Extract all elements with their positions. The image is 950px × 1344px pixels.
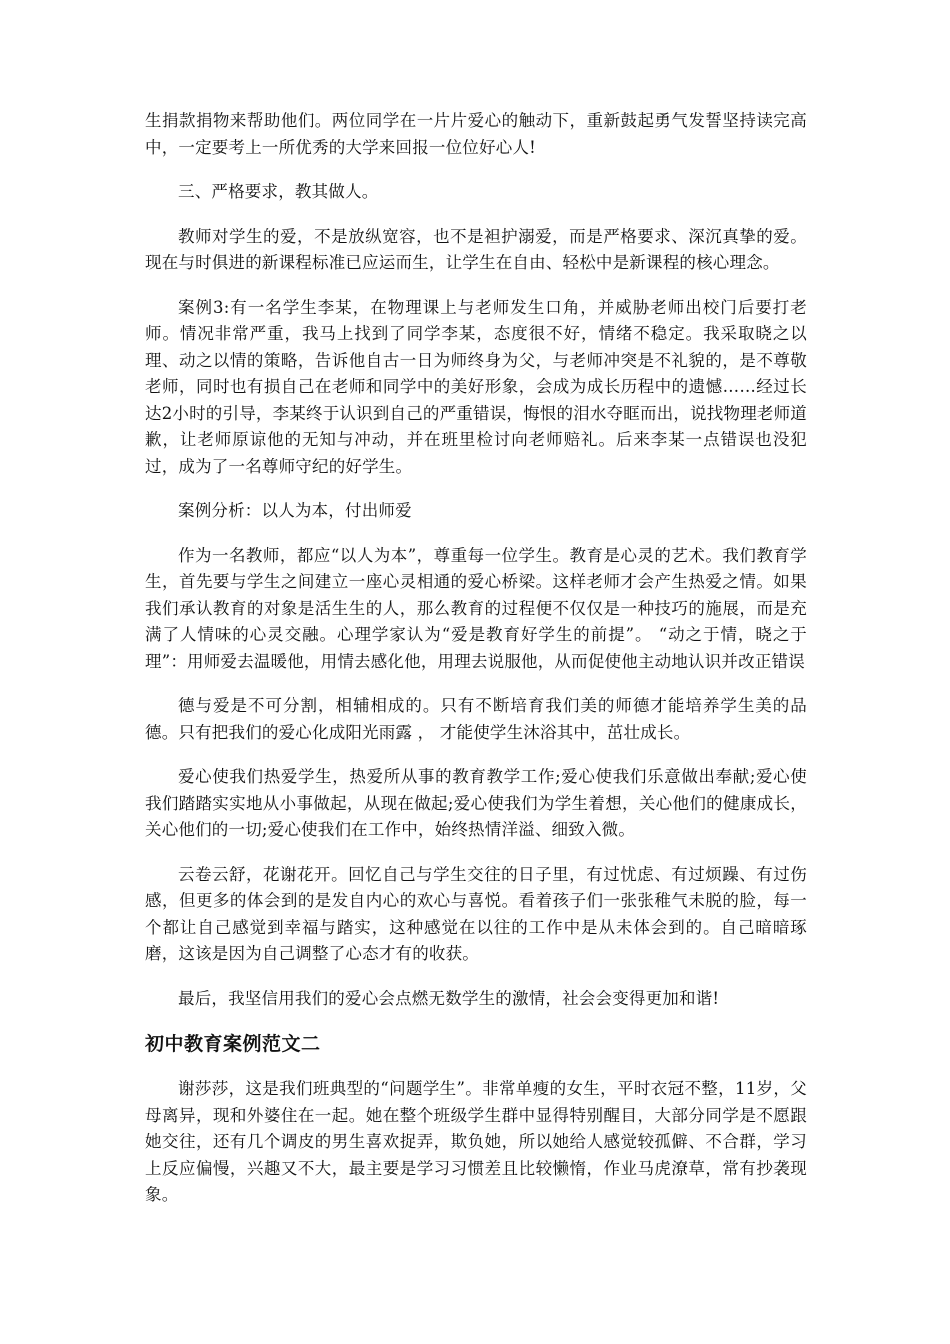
paragraph: 德与爱是不可分割，相辅相成的。只有不断培育我们美的师德才能培养学生美的品德。只有把我们的爱心化成阳光雨露 ， 才能使学生沐浴其中，茁壮成长。 bbox=[145, 696, 807, 742]
paragraph: 谢莎莎，这是我们班典型的“问题学生”。非常单瘦的女生，平时衣冠不整，11岁，父母离异，现和外婆住在一起。她在整个班级学生群中显得特别醒目，大部分同学是不愿跟她交往，还有几个调皮的男生喜欢捉弄，欺负她，所以她给人感觉较孤僻、不合群，学习上反应偏慢，兴趣又不大，最主要是学习习惯差且比较懒惰，作业马虎潦草，常有抄袭现象。 bbox=[145, 1079, 807, 1204]
paragraph: 教师对学生的爱，不是放纵宽容，也不是袒护溺爱，而是严格要求、深沉真挚的爱。现在与时俱进的新课程标准已应运而生，让学生在自由、轻松中是新课程的核心理念。 bbox=[145, 226, 807, 272]
paragraph: 爱心使我们热爱学生，热爱所从事的教育教学工作;爱心使我们乐意做出奉献;爱心使我们踏踏实实地从小事做起，从现在做起;爱心使我们为学生着想，关心他们的健康成长，关心他们的一切;爱心使我们在工作中，始终热情洋溢、细致入微。 bbox=[145, 767, 807, 839]
document-body-part1 bbox=[145, 108, 807, 1012]
case-3-paragraph: 案例3:有一名学生李某，在物理课上与老师发生口角，并威胁老师出校门后要打老师。情况非常严重，我马上找到了同学李某，态度很不好，情绪不稳定。我采取晓之以理、动之以情的策略，告诉他自古一日为师终身为父，与老师冲突是不礼貌的，是不尊敬老师，同时也有损自己在老师和同学中的美好形象，会成为成长历程中的遗憾……经过长达2小时的引导，李某终于认识到自己的严重错误，悔恨的泪水夺眶而出，说找物理老师道歉，让老师原谅他的无知与冲动，并在班里检讨向老师赔礼。后来李某一点错误也没犯过，成为了一名尊师守纪的好学生。 bbox=[145, 297, 807, 476]
section-heading-three: 三、严格要求，教其做人。 bbox=[178, 182, 379, 201]
case-analysis-title: 案例分析：以人为本，付出师爱 bbox=[178, 501, 412, 520]
paragraph: 作为一名教师，都应“以人为本”，尊重每一位学生。教育是心灵的艺术。我们教育学生，首先要与学生之间建立一座心灵相通的爱心桥梁。这样老师才会产生热爱之情。如果我们承认教育的对象是活生生的人，那么教育的过程便不仅仅是一种技巧的施展，而是充满了人情味的心灵交融。心理学家认为“爱是教育好学生的前提”。 “动之于情，晓之于理”：用师爱去温暖他，用情去感化他，用理去说服他，从而促使他主动地认识并改正错误 bbox=[145, 545, 807, 671]
closing-paragraph: 最后，我坚信用我们的爱心会点燃无数学生的激情，社会会变得更加和谐! bbox=[178, 988, 720, 1008]
section-title: 初中教育案例范文二 bbox=[145, 1033, 321, 1055]
paragraph: 云卷云舒，花谢花开。回忆自己与学生交往的日子里，有过忧虑、有过烦躁、有过伤感，但更多的体会到的是发自内心的欢心与喜悦。看着孩子们一张张稚气未脱的脸，每一个都让自己感觉到幸福与踏实，这种感觉在以往的工作中是从未体会到的。自己暗暗琢磨，这该是因为自己调整了心态才有的收获。 bbox=[145, 864, 807, 963]
document-page bbox=[145, 108, 807, 1227]
document-body-part2 bbox=[145, 1076, 807, 1209]
paragraph: 生捐款捐物来帮助他们。两位同学在一片片爱心的触动下，重新鼓起勇气发誓坚持读完高中，一定要考上一所优秀的大学来回报一位位好心人! bbox=[145, 111, 807, 157]
